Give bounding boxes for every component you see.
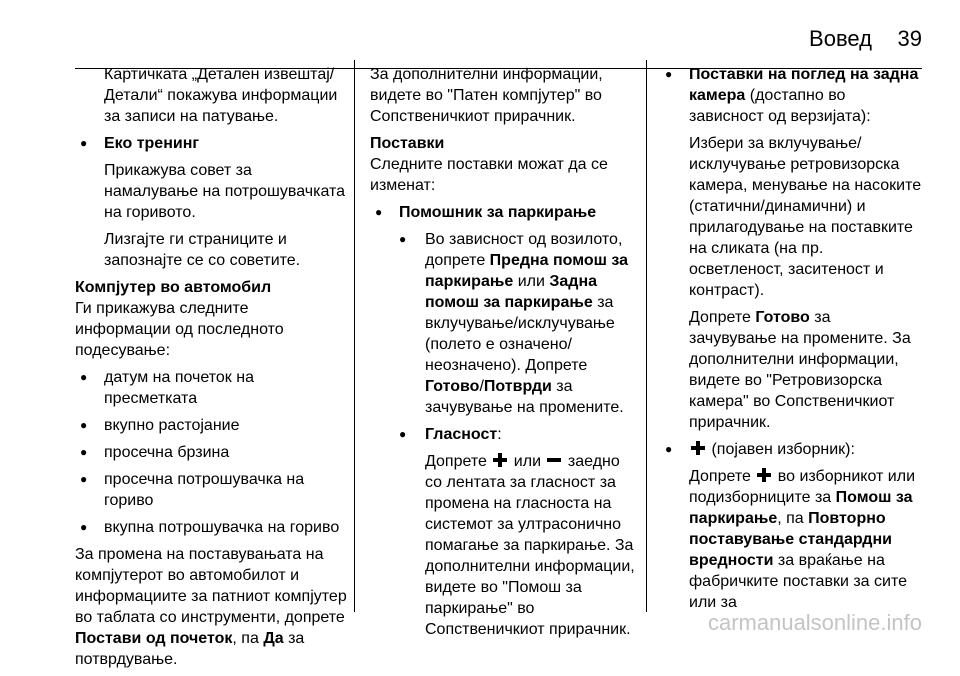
plus-menu-title: (појавен изборник): [711,441,855,458]
reset-text-2: , па [232,630,259,647]
reset-text-3: за потврдување. [75,630,305,668]
eco-training-title: Еко тренинг [104,135,200,152]
page-header [0,26,960,56]
watermark: carmanualsonline.info [707,610,922,635]
rear-camera-title: Поставки на поглед на задна камера [689,66,919,104]
plus-text-1: Допрете [689,468,751,485]
plus-menu-item [660,439,922,460]
plus-text-4: за враќање на фабричките поставки за сите или за [689,552,907,611]
rear-camera-text-2 [660,307,922,433]
settings-heading: Поставки [370,135,445,152]
restore-defaults-label: Повторно поставување стандардни вредности [689,510,892,569]
rear-camera-item [660,64,922,127]
plus-icon [691,441,705,455]
eco-text-2: Лизгајте ги страниците и запознајте се со советите. [104,231,301,269]
park-assist-subitem [370,229,638,418]
settings-intro: Следните поставки можат да се изменат: [370,156,608,194]
column-2 [370,64,638,646]
volume-or: или [513,453,542,470]
plus-menu-text [660,466,922,613]
park-assist-item [370,202,638,223]
done-label: Готово [425,378,480,395]
rear-camera-text-1: Избери за вклучување/исклучување ретровизорска камера, менување на насоките (статични/динамични) и прилагодување на поставките на сликата (на пр. осветленост, заситеност и контраст). [689,135,922,299]
rear-text-b: за зачувување на промените. За дополнителни информации, видете во "Ретровизорска камера" во Сопственичкиот прирачник. [689,309,911,431]
column-3 [660,64,922,619]
trip-continuation-text: Картичката „Детален извештај/Детали“ покажува информации за записи на патувањe. [104,66,338,125]
confirm-label: Потврди [483,378,552,395]
trip-computer-heading: Компјутер во автомобил [75,279,272,296]
plus-text-3: , па [777,510,804,527]
volume-text [370,451,638,640]
separator: / [479,378,484,395]
column-1 [75,64,347,676]
trip-computer-reference: За дополнителни информации, видете во "Патен компјутер" во Сопственичкиот прирачник. [370,66,603,125]
rear-camera-availability: (достапно во зависност од верзијата): [689,87,871,125]
park-text-4: за зачувување на промените. [425,378,624,416]
volume-title: Гласност [425,426,498,443]
park-assist-label: Помош за паркирање [689,489,913,527]
minus-icon [547,458,561,462]
column-divider-2 [646,60,647,612]
list-item: ● датум на почеток на пресметката [75,367,347,409]
park-text-1: Во зависност од возилото, допрете [425,231,623,269]
reset-paragraph [75,544,347,670]
page-number: 39 [897,26,922,51]
column-divider-1 [354,60,355,612]
list-item: ● вкупно растојание [75,415,347,436]
done-label: Готово [755,309,810,326]
front-park-label: Предна помош за паркирање [425,252,629,290]
park-assist-title: Помошник за паркирање [399,204,597,221]
eco-text-1: Прикажува совет за намалување на потрошувачката на горивото. [104,162,346,221]
eco-training-item [75,133,347,154]
plus-icon [493,453,507,467]
plus-icon [757,468,771,482]
rear-park-label: Задна помош за паркирање [425,273,598,311]
plus-text-2: во изборникот или подизборниците за [689,468,915,506]
list-item: ● просечна потрошувачка на гориво [75,469,347,511]
trip-computer-intro: Ги прикажува следните информации од последното подесување: [75,300,284,359]
section-title: Вовед [809,26,872,51]
volume-text-2: заедно со лентата за гласност за промена на гласноста на системот за ултрасонично помагање за паркирање. За дополнителни информации, видете во "Помош за паркирање" во Сопственичкиот прирачник. [425,453,635,638]
rear-text-a: Допрете [689,309,751,326]
list-item: ● просечна брзина [75,442,347,463]
reset-text: За промена на поставувањата на компјутерот во автомобилот и информациите за патниот компјутер во таблата со инструменти, допрете [75,546,347,626]
park-text-3: за вклучување/исклучување (полето е означено/неозначено). Допрете [425,294,615,374]
list-item: ● вкупна потрошувачка на гориво [75,517,347,538]
volume-text-1: Допрете [425,453,487,470]
volume-colon: : [497,426,502,443]
volume-item [370,424,638,445]
yes-label: Да [263,630,284,647]
reset-label: Постави од почеток [75,630,233,647]
park-text-2: или [517,273,545,290]
